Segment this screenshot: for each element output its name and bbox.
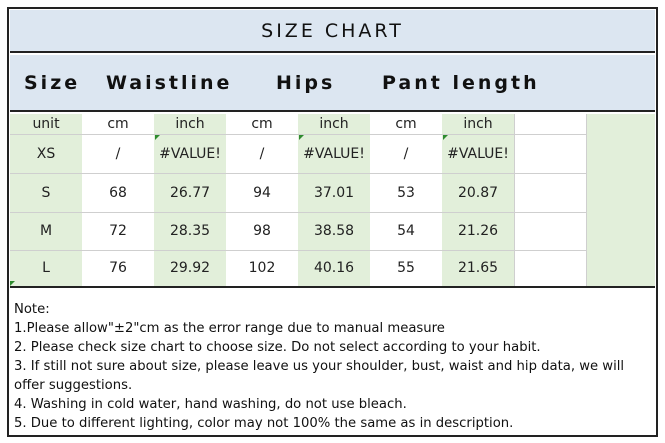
table-cell: 21.26 (457, 223, 499, 239)
note-item: 4. Washing in cold water, hand washing, do not use bleach. (14, 397, 407, 412)
note-item: 2. Please check size chart to choose size. Do not select according to your habit. (14, 340, 541, 355)
table-cell: 94 (253, 184, 271, 201)
size-label-cell: L (42, 260, 50, 276)
size-label-cell: S (41, 184, 51, 201)
size-table (10, 114, 655, 288)
note-item: 5. Due to different lighting, color may not 100% the same as in description. (14, 416, 514, 431)
note-item: 3. If still not sure about size, please leave us your shoulder, bust, waist and hip data, we will offer suggestions. (14, 359, 629, 393)
unit-cell: inch (319, 116, 349, 132)
header-size: Size (24, 71, 81, 94)
unit-cell: cm (107, 116, 129, 132)
table-cell: / (115, 145, 121, 162)
table-cell: 68 (109, 184, 127, 201)
table-cell: 29.92 (169, 260, 211, 276)
table-cell: #VALUE! (303, 145, 365, 162)
table-cell: 21.65 (457, 260, 499, 276)
header-hips: Hips (276, 71, 336, 94)
unit-cell: inch (463, 116, 493, 132)
table-cell: 40.16 (313, 260, 355, 276)
table-cell: 53 (397, 184, 415, 201)
size-label-cell: M (39, 223, 53, 239)
header-pant-length: Pant length (382, 71, 540, 94)
unit-cell: inch (175, 116, 205, 132)
unit-cell: unit (32, 116, 60, 132)
notes-section (10, 290, 655, 435)
table-cell: 28.35 (169, 223, 211, 239)
header-row (10, 55, 655, 112)
size-chart-frame (7, 7, 658, 437)
table-cell: 54 (397, 223, 415, 239)
unit-cell: cm (395, 116, 417, 132)
header-waistline: Waistline (106, 71, 233, 94)
table-cell: 38.58 (313, 223, 355, 239)
table-cell: #VALUE! (447, 145, 509, 162)
note-item: 1.Please allow"±2"cm as the error range due to manual measure (14, 321, 445, 336)
table-cell: 55 (397, 260, 415, 276)
table-cell: 20.87 (457, 184, 499, 201)
grid-line (514, 114, 515, 286)
table-cell: / (403, 145, 409, 162)
grid-line (586, 114, 587, 286)
table-cell: 102 (248, 260, 276, 276)
table-cell: 98 (253, 223, 271, 239)
size-label-cell: XS (36, 145, 56, 162)
table-cell: 72 (109, 223, 127, 239)
col-bg-extra (586, 114, 655, 286)
table-cell: 76 (109, 260, 127, 276)
table-cell: 26.77 (169, 184, 211, 201)
title-row (10, 10, 655, 53)
table-cell: #VALUE! (159, 145, 221, 162)
notes-heading: Note: (14, 302, 50, 317)
table-cell: 37.01 (313, 184, 355, 201)
unit-cell: cm (251, 116, 273, 132)
table-cell: / (259, 145, 265, 162)
chart-title: SIZE CHART (261, 19, 404, 42)
